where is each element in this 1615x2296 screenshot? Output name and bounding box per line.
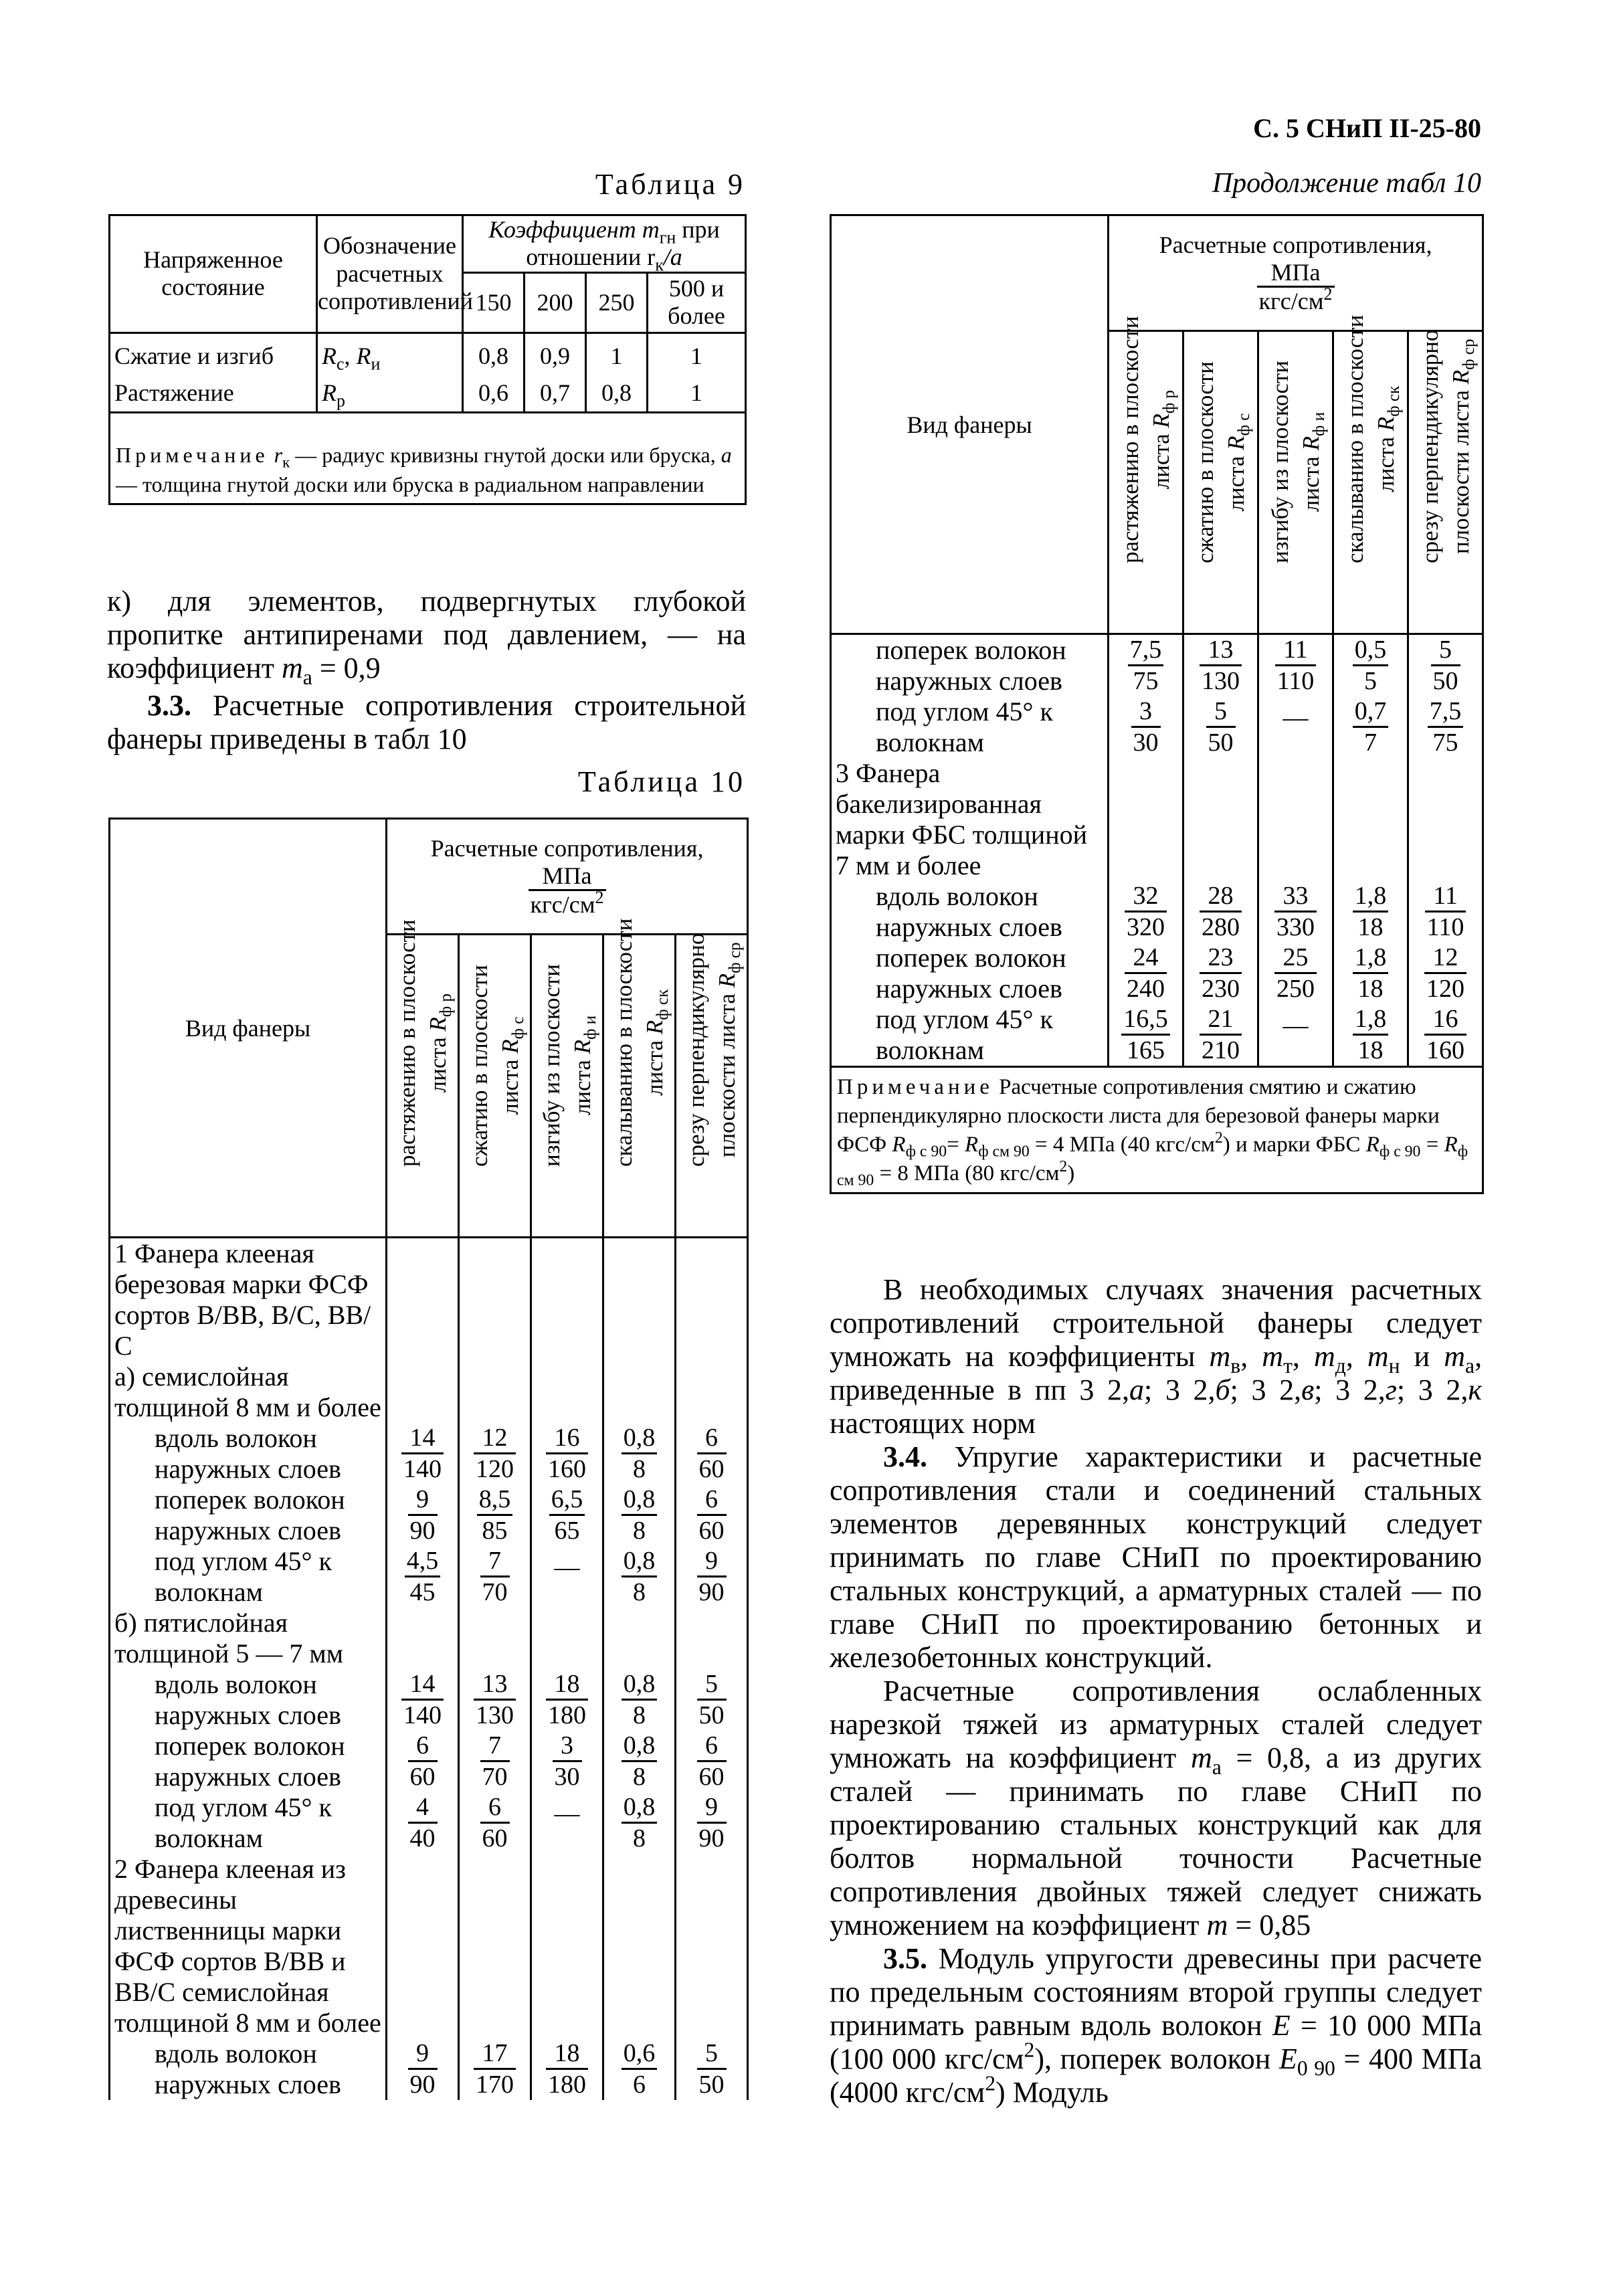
t10-vhead: растяжению в плоскости листа $R_{ф р}$	[387, 935, 459, 1238]
value-fraction: $\frac{1,8}{18}$	[1353, 881, 1389, 942]
t10-row: вдоль волокон наружных слоев $\frac{14}{140}$ $\frac{12}{120}$ $\frac{16}{160}$ $\frac{0,8}{8}$ $\frac{6}{60}$	[110, 1423, 748, 1485]
table9-caption: Таблица 9	[595, 168, 745, 201]
t10r-vhead: растяжению в плоскости листа $R_{ф р}$	[1109, 331, 1183, 634]
t9-col-coef: Коэффициент $m_{гн}$ при отношении $r_к/a$	[463, 215, 746, 273]
paragraph-3-5: 3.5. Модуль упругости древесины при расчете по предельным состояниям второй группы следует принимать равным вдоль волокон E = 10 000 МПа (100 000 кгс/$см^2$), поперек волокон $E_{0 90} = 400$ МПа (4000 кгс/$см^2$) Модуль	[830, 1942, 1482, 2109]
value-fraction: $\frac{13}{130}$	[1200, 635, 1242, 696]
t10-row: поперек волокон наружных слоев $\frac{9}{90}$ $\frac{8,5}{85}$ $\frac{6,5}{65}$ $\frac{0,8}{8}$ $\frac{6}{60}$	[110, 1485, 748, 1546]
value-fraction: $\frac{0,8}{8}$	[622, 1423, 658, 1484]
value-fraction: $\frac{8,5}{85}$	[477, 1485, 513, 1545]
value-dash: —	[1282, 1012, 1309, 1040]
value-fraction: $\frac{7}{70}$	[480, 1546, 510, 1607]
t10-row: 1 Фанера клееная березовая марки ФСФ сортов В/ВВ, В/С, ВВ/С	[110, 1238, 748, 1362]
value-fraction: $\frac{11}{110}$	[1425, 881, 1466, 942]
value-fraction: $\frac{5}{50}$	[1206, 696, 1236, 757]
t9-ratio: 150	[463, 272, 525, 332]
right-column-text	[830, 1273, 1482, 2109]
value-fraction: $\frac{0,8}{8}$	[622, 1731, 658, 1792]
value-fraction: $\frac{5}{50}$	[697, 2038, 727, 2099]
t10r-row: поперек волокон наружных слоев $\frac{24}{240}$ $\frac{23}{230}$ $\frac{25}{250}$ $\frac{1,8}{18}$ $\frac{12}{120}$	[831, 943, 1483, 1004]
table10-caption: Таблица 10	[577, 765, 745, 798]
value-fraction: $\frac{1,8}{18}$	[1353, 943, 1389, 1003]
value-fraction: $\frac{21}{210}$	[1200, 1004, 1242, 1065]
value-fraction: $\frac{1,8}{18}$	[1353, 1004, 1389, 1065]
value-fraction: $\frac{0,5}{5}$	[1353, 635, 1389, 696]
t10r-row: поперек волокон наружных слоев $\frac{7,5}{75}$ $\frac{13}{130}$ $\frac{11}{110}$ $\frac{0,5}{5}$ $\frac{5}{50}$	[831, 634, 1483, 697]
value-fraction: $\frac{11}{110}$	[1275, 635, 1317, 696]
t10-row: б) пятислойная толщиной 5 — 7 мм	[110, 1608, 748, 1669]
t10-row: вдоль волокон наружных слоев $\frac{14}{140}$ $\frac{13}{130}$ $\frac{18}{180}$ $\frac{0,8}{8}$ $\frac{5}{50}$	[110, 1669, 748, 1731]
value-dash: —	[1282, 704, 1309, 732]
value-fraction: $\frac{9}{90}$	[408, 2038, 438, 2099]
value-fraction: $\frac{12}{120}$	[1424, 943, 1466, 1003]
table-9	[108, 214, 747, 505]
value-fraction: $\frac{3}{30}$	[1131, 696, 1161, 757]
value-fraction: $\frac{4,5}{45}$	[405, 1546, 441, 1607]
t10r-vhead: сжатию в плоскости листа $R_{ф с}$	[1183, 331, 1258, 634]
t9-note: Примечание $r_к$ — радиус кривизны гнутой доски или бруска, a — толщина гнутой доски или бруска в радиальном направлении	[110, 412, 746, 504]
value-fraction: $\frac{7,5}{75}$	[1128, 635, 1164, 696]
t10-vhead: скалыванию в плоскости листа $R_{ф ск}$	[603, 935, 676, 1238]
t10r-vhead: изгибу из плоскости листа $R_{ф и}$	[1258, 331, 1333, 634]
t9-row: Сжатие и изгиб $R_с$, $R_и$ 0,8 0,9 1 1	[110, 332, 746, 375]
t9-ratio: 250	[586, 272, 648, 332]
value-fraction: $\frac{9}{90}$	[697, 1546, 727, 1607]
value-dash: —	[554, 1553, 580, 1582]
value-fraction: $\frac{0,8}{8}$	[622, 1485, 658, 1545]
t10-row: под углом 45° к волокнам $\frac{4}{40}$ $\frac{6}{60}$ — $\frac{0,8}{8}$ $\frac{9}{90}$	[110, 1792, 748, 1854]
value-fraction: $\frac{7}{70}$	[480, 1731, 510, 1792]
value-fraction: $\frac{6,5}{65}$	[549, 1485, 585, 1545]
value-dash: —	[554, 1800, 580, 1828]
value-fraction: $\frac{0,8}{8}$	[622, 1792, 658, 1853]
paragraph-ties: Расчетные сопротивления ослабленных нарезкой тяжей из арматурных сталей следует умножать на коэффициент $m_а = 0,8$, а из других сталей — принимать по главе СНиП по проектированию стальных конструкций как для болтов нормальной точности Расчетные сопротивления двойных тяжей следует снижать умножением на коэффициент m = 0,85	[830, 1675, 1483, 1941]
t10-row: а) семислойная толщиной 8 мм и более	[110, 1361, 748, 1423]
value-fraction: $\frac{9}{90}$	[408, 1485, 438, 1545]
page-header: С. 5 СНиП II-25-80	[1253, 113, 1481, 143]
value-fraction: $\frac{5}{50}$	[1431, 635, 1460, 696]
value-fraction: $\frac{6}{60}$	[408, 1731, 438, 1792]
paragraph-coefficients: В необходимых случаях значения расчетных сопротивлений строительной фанеры следует умножать на коэффициенты $m_в$, $m_т$, $m_д$, $m_н$ и $m_а$, приведенные в пп 3 2,а; 3 2,б; 3 2,в; 3 2,г; 3 2,к настоящих норм	[830, 1273, 1483, 1440]
value-fraction: $\frac{28}{280}$	[1200, 881, 1242, 942]
t10-vhead: срезу перпендикулярно плоскости листа $R_{ф ср}$	[676, 935, 748, 1238]
value-fraction: $\frac{17}{170}$	[474, 2038, 516, 2099]
t10-vhead: сжатию в плоскости листа $R_{ф с}$	[459, 935, 531, 1238]
paragraph-3-4: 3.4. Упругие характеристики и расчетные сопротивления стали и соединений стальных элементов деревянных конструкций следует принимать по главе СНиП по проектированию стальных конструкций, а арматурных сталей — по главе СНиП по проектированию бетонных и железобетонных конструкций.	[830, 1440, 1482, 1674]
t10-note: Примечание Расчетные сопротивления смятию и сжатию перпендикулярно плоскости листа для березовой фанеры марки ФСФ $R_{ф с 90}= R_{ф см 90} = 4$ МПа (40 кгс/$см^2$) и марки ФБС $R_{ф с 90} = R_{ф см 90} = 8$ МПа (80 кгс/$см^2$)	[831, 1067, 1483, 1193]
t9-ratio: 500 и более	[648, 272, 746, 332]
t10r-row: под углом 45° к волокнам $\frac{3}{30}$ $\frac{5}{50}$ — $\frac{0,7}{7}$ $\frac{7,5}{75}$	[831, 696, 1483, 758]
value-fraction: $\frac{0,7}{7}$	[1353, 696, 1389, 757]
table10-continuation: Продолжение табл 10	[1212, 168, 1481, 199]
value-fraction: $\frac{14}{140}$	[401, 1423, 444, 1484]
value-fraction: $\frac{5}{50}$	[697, 1669, 727, 1730]
value-fraction: $\frac{14}{140}$	[401, 1669, 444, 1730]
t10r-row: под углом 45° к волокнам $\frac{16,5}{165}$ $\frac{21}{210}$ — $\frac{1,8}{18}$ $\frac{16}{160}$	[831, 1004, 1483, 1067]
t10-row: поперек волокон наружных слоев $\frac{6}{60}$ $\frac{7}{70}$ $\frac{3}{30}$ $\frac{0,8}{8}$ $\frac{6}{60}$	[110, 1731, 748, 1792]
value-fraction: $\frac{16}{160}$	[546, 1423, 588, 1484]
t10-row: под углом 45° к волокнам $\frac{4,5}{45}$ $\frac{7}{70}$ — $\frac{0,8}{8}$ $\frac{9}{90}$	[110, 1546, 748, 1608]
value-fraction: $\frac{6}{60}$	[697, 1485, 727, 1545]
table-10-left	[108, 818, 749, 2100]
value-fraction: $\frac{0,6}{6}$	[622, 2038, 658, 2099]
t9-col-symbol: Обозначение расчетных сопротивлений	[317, 215, 463, 333]
value-fraction: $\frac{32}{320}$	[1125, 881, 1167, 942]
value-fraction: $\frac{33}{330}$	[1274, 881, 1317, 942]
t10-row: 2 Фанера клееная из древесины лиственницы марки ФСФ сортов В/ВВ и ВВ/С семислойная толщиной 8 мм и более	[110, 1854, 748, 2038]
value-fraction: $\frac{25}{250}$	[1274, 943, 1317, 1003]
value-fraction: $\frac{0,8}{8}$	[622, 1669, 658, 1730]
value-fraction: $\frac{16}{160}$	[1424, 1004, 1466, 1065]
value-fraction: $\frac{12}{120}$	[474, 1423, 516, 1484]
t10r-col-top: Расчетные сопротивления, $\frac{\text{МПа}}{кгс/см^2}$	[1109, 215, 1483, 331]
value-fraction: $\frac{23}{230}$	[1200, 943, 1242, 1003]
t10-col-kind: Вид фанеры	[110, 819, 387, 1238]
value-fraction: $\frac{7,5}{75}$	[1428, 696, 1464, 757]
table-10-right	[830, 214, 1484, 1194]
t10-vhead: изгибу из плоскости листа $R_{ф и}$	[531, 935, 603, 1238]
value-fraction: $\frac{6}{60}$	[480, 1792, 510, 1853]
paragraph-k: к) для элементов, подвергнутых глубокой пропитке антипиренами под давлением, — на коэффициент $m_а = 0,9$	[107, 585, 746, 690]
t10r-row: 3 Фанера бакелизированная марки ФБС толщиной 7 мм и более	[831, 758, 1483, 881]
value-fraction: $\frac{6}{60}$	[697, 1423, 727, 1484]
value-fraction: $\frac{4}{40}$	[408, 1792, 438, 1853]
t9-row: Растяжение $R_р$ 0,6 0,7 0,8 1	[110, 375, 746, 413]
value-fraction: $\frac{3}{30}$	[553, 1731, 582, 1792]
value-fraction: $\frac{16,5}{165}$	[1121, 1004, 1170, 1065]
t10r-col-kind: Вид фанеры	[831, 215, 1109, 634]
value-fraction: $\frac{13}{130}$	[474, 1669, 516, 1730]
value-fraction: $\frac{24}{240}$	[1125, 943, 1167, 1003]
value-fraction: $\frac{6}{60}$	[697, 1731, 727, 1792]
t10r-vhead: скалыванию в плоскости листа $R_{ф ск}$	[1333, 331, 1408, 634]
t10r-row: вдоль волокон наружных слоев $\frac{32}{320}$ $\frac{28}{280}$ $\frac{33}{330}$ $\frac{1,8}{18}$ $\frac{11}{110}$	[831, 881, 1483, 943]
paragraph-3-3: 3.3. Расчетные сопротивления строительной фанеры приведены в табл 10	[107, 689, 746, 755]
t10-row: вдоль волокон наружных слоев $\frac{9}{90}$ $\frac{17}{170}$ $\frac{18}{180}$ $\frac{0,6}{6}$ $\frac{5}{50}$	[110, 2038, 748, 2100]
t10r-vhead: срезу перпендикулярно плоскости листа $R_{ф ср}$	[1408, 331, 1483, 634]
t10-col-top: Расчетные сопротивления, $\frac{\text{МПа}}{кгс/см^2}$	[387, 819, 748, 935]
value-fraction: $\frac{0,8}{8}$	[622, 1546, 658, 1607]
value-fraction: $\frac{18}{180}$	[546, 1669, 588, 1730]
t9-col-state: Напряженное состояние	[110, 215, 317, 333]
t9-ratio: 200	[525, 272, 586, 332]
value-fraction: $\frac{18}{180}$	[546, 2038, 588, 2099]
value-fraction: $\frac{9}{90}$	[697, 1792, 727, 1853]
